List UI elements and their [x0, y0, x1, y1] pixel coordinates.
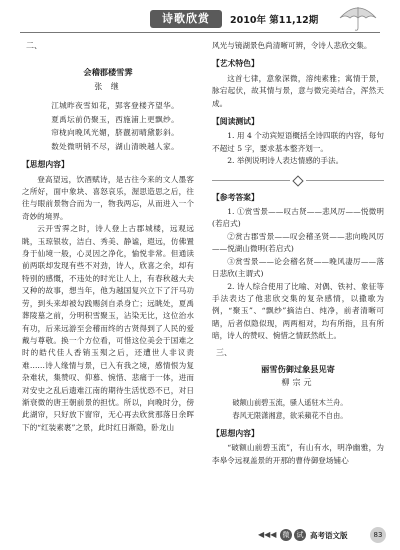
section-label: 【思想内容】	[22, 160, 69, 170]
poem-line: 江城昨夜雪如花，郢客登楼齐望华。	[51, 101, 180, 111]
poem-line: 帘栊向晚风光媚，脐靓初晴黛影斜。	[51, 128, 180, 138]
issue-number: 2010年 第11,12期	[230, 15, 319, 26]
poem-author: 柳宗元	[281, 378, 315, 388]
divider	[212, 176, 384, 186]
question: 1. 用 4 个动宾短语概括全诗四联的内容，每句不超过 5 字，要求基本整齐划一。	[212, 131, 384, 153]
poem-title: 会稽郡楼雪霁	[83, 67, 133, 78]
column-logo: 诗歌欣赏	[150, 10, 222, 28]
body-paragraph: 风光与镜湖景色尚清晰可辨，令诗人悲欣交集。	[212, 41, 372, 50]
answer: 1. ①赏雪景——叹古贤——悲风厉——悦微明(若启式)	[212, 207, 384, 229]
section-label: 【参考答案】	[212, 192, 259, 202]
answer: ②赏古郡雪景——叹会稽圣贤——悲向晚风厉——悦湖山微明(若启式)	[212, 231, 384, 254]
left-column	[22, 40, 194, 434]
header-rule	[20, 32, 380, 33]
page-footer	[258, 527, 386, 543]
poem-line: 夏禹坛前仍聚玉，西施浦上更飘纱。	[51, 114, 180, 124]
poem-line: 春风无限潇湘意，欲采蘋花不自由。	[232, 410, 348, 420]
footer-badge: 微	[280, 529, 292, 541]
page-header	[0, 0, 400, 34]
section-number: 三、	[216, 347, 232, 357]
diamond-icon	[292, 175, 303, 186]
section-label: 【阅读测试】	[212, 117, 259, 127]
poem-line: 数处微明销不尽，湖山清映越人家。	[51, 141, 180, 151]
section-label: 【艺术特色】	[212, 59, 259, 69]
umbrella-icon	[338, 2, 378, 32]
poem-line: 破额山前碧玉流，骚人遥驻木兰舟。	[232, 397, 348, 407]
poem-author: 张 继	[94, 81, 122, 91]
page-number: 83	[370, 527, 386, 543]
body-paragraph: “破额山前碧玉流”，有山有水，明净幽雅，为李皋令远视盖景的开那的曹侍御登场铺心	[212, 443, 384, 465]
section-label: 【思想内容】	[212, 428, 259, 438]
body-paragraph: 这首七律，意象深微，溶纯素雅；寓情于景，脉宕起伏，故其情与景，意与微完美结合，浑然天成。	[212, 73, 384, 108]
body-paragraph: 登高望远，饮酒赋诗，是古往今来的文人墨客之所好，面中象块、喜怒哀乐，渥思造思之后，往往与眼前景物合而为一，物我两忘，从而进入一个奇妙的境界。	[22, 174, 194, 221]
footer-text: 高考语文版	[310, 531, 348, 540]
right-column	[212, 40, 384, 467]
answer: ③赏雪景——论会稽名贤——晚风凄厉——落日悲欣(主谓式)	[212, 256, 384, 279]
section-number: 二、	[26, 41, 42, 50]
answer: 2. 诗人综合使用了比喻、对偶、铁衬、象征等手法表达了他悲欣交集的复杂感情，以撒歌为例，“聚玉”、“飘纱”摘洁白、纯净，前者清晰可睹，后者似隐似现，两两相对，均有所指，且有所暗，诗人的赞叹、惋惜之情跃然纸上。	[212, 281, 384, 341]
triple-arrow-icon: ◀◀◀	[258, 530, 277, 539]
question: 2. 举例说明诗人表达情感的手法。	[227, 156, 344, 166]
footer-badge: 试	[294, 529, 306, 541]
poem-title: 丽雪伤御过象县见寄	[261, 363, 335, 374]
body-paragraph: 云开雪霁之时，诗人登上古郡城楼，远观远眺，玉琼银妆，洁白、秀美、静谧，遐远，仿佛置身于仙境一般，心灵因之净化，愉悦非常。但通读前两联却发现有些不对劲，诗人，欣喜之余，却有特别的感慨，不违处的时光让人上，有春秋越大夫又种的故事，想当年，他为越国复兴立下了汗马功劳，到头来却被勾践赐剑自杀身亡；远眺处，夏禹葬陵墓之前，分明积雪聚玉，沾染无比，这位治水有功，后来远游至会稽而终的古贤得到了人民的爱戴与尊敬。换一个方位看，可惜这位美会于国难之时的皓代佳人香销玉殒之后，还遭世人非议责难……诗人缘情与景，已入有我之境，感情恨为复杂难状，集赞叹、仰慕、惋惜、悲痛于一体，进而对安史之乱后遗难江南的期待生活忧恐不已，对日渐衰微的唐王朝前景的担忧。所以，向晚时分，傍此湖帘，只好放下窗帘，无心再去欣赏那落日余晖下的“红装素裹”之景，此时红日渐隐，卧龙山	[22, 224, 194, 432]
